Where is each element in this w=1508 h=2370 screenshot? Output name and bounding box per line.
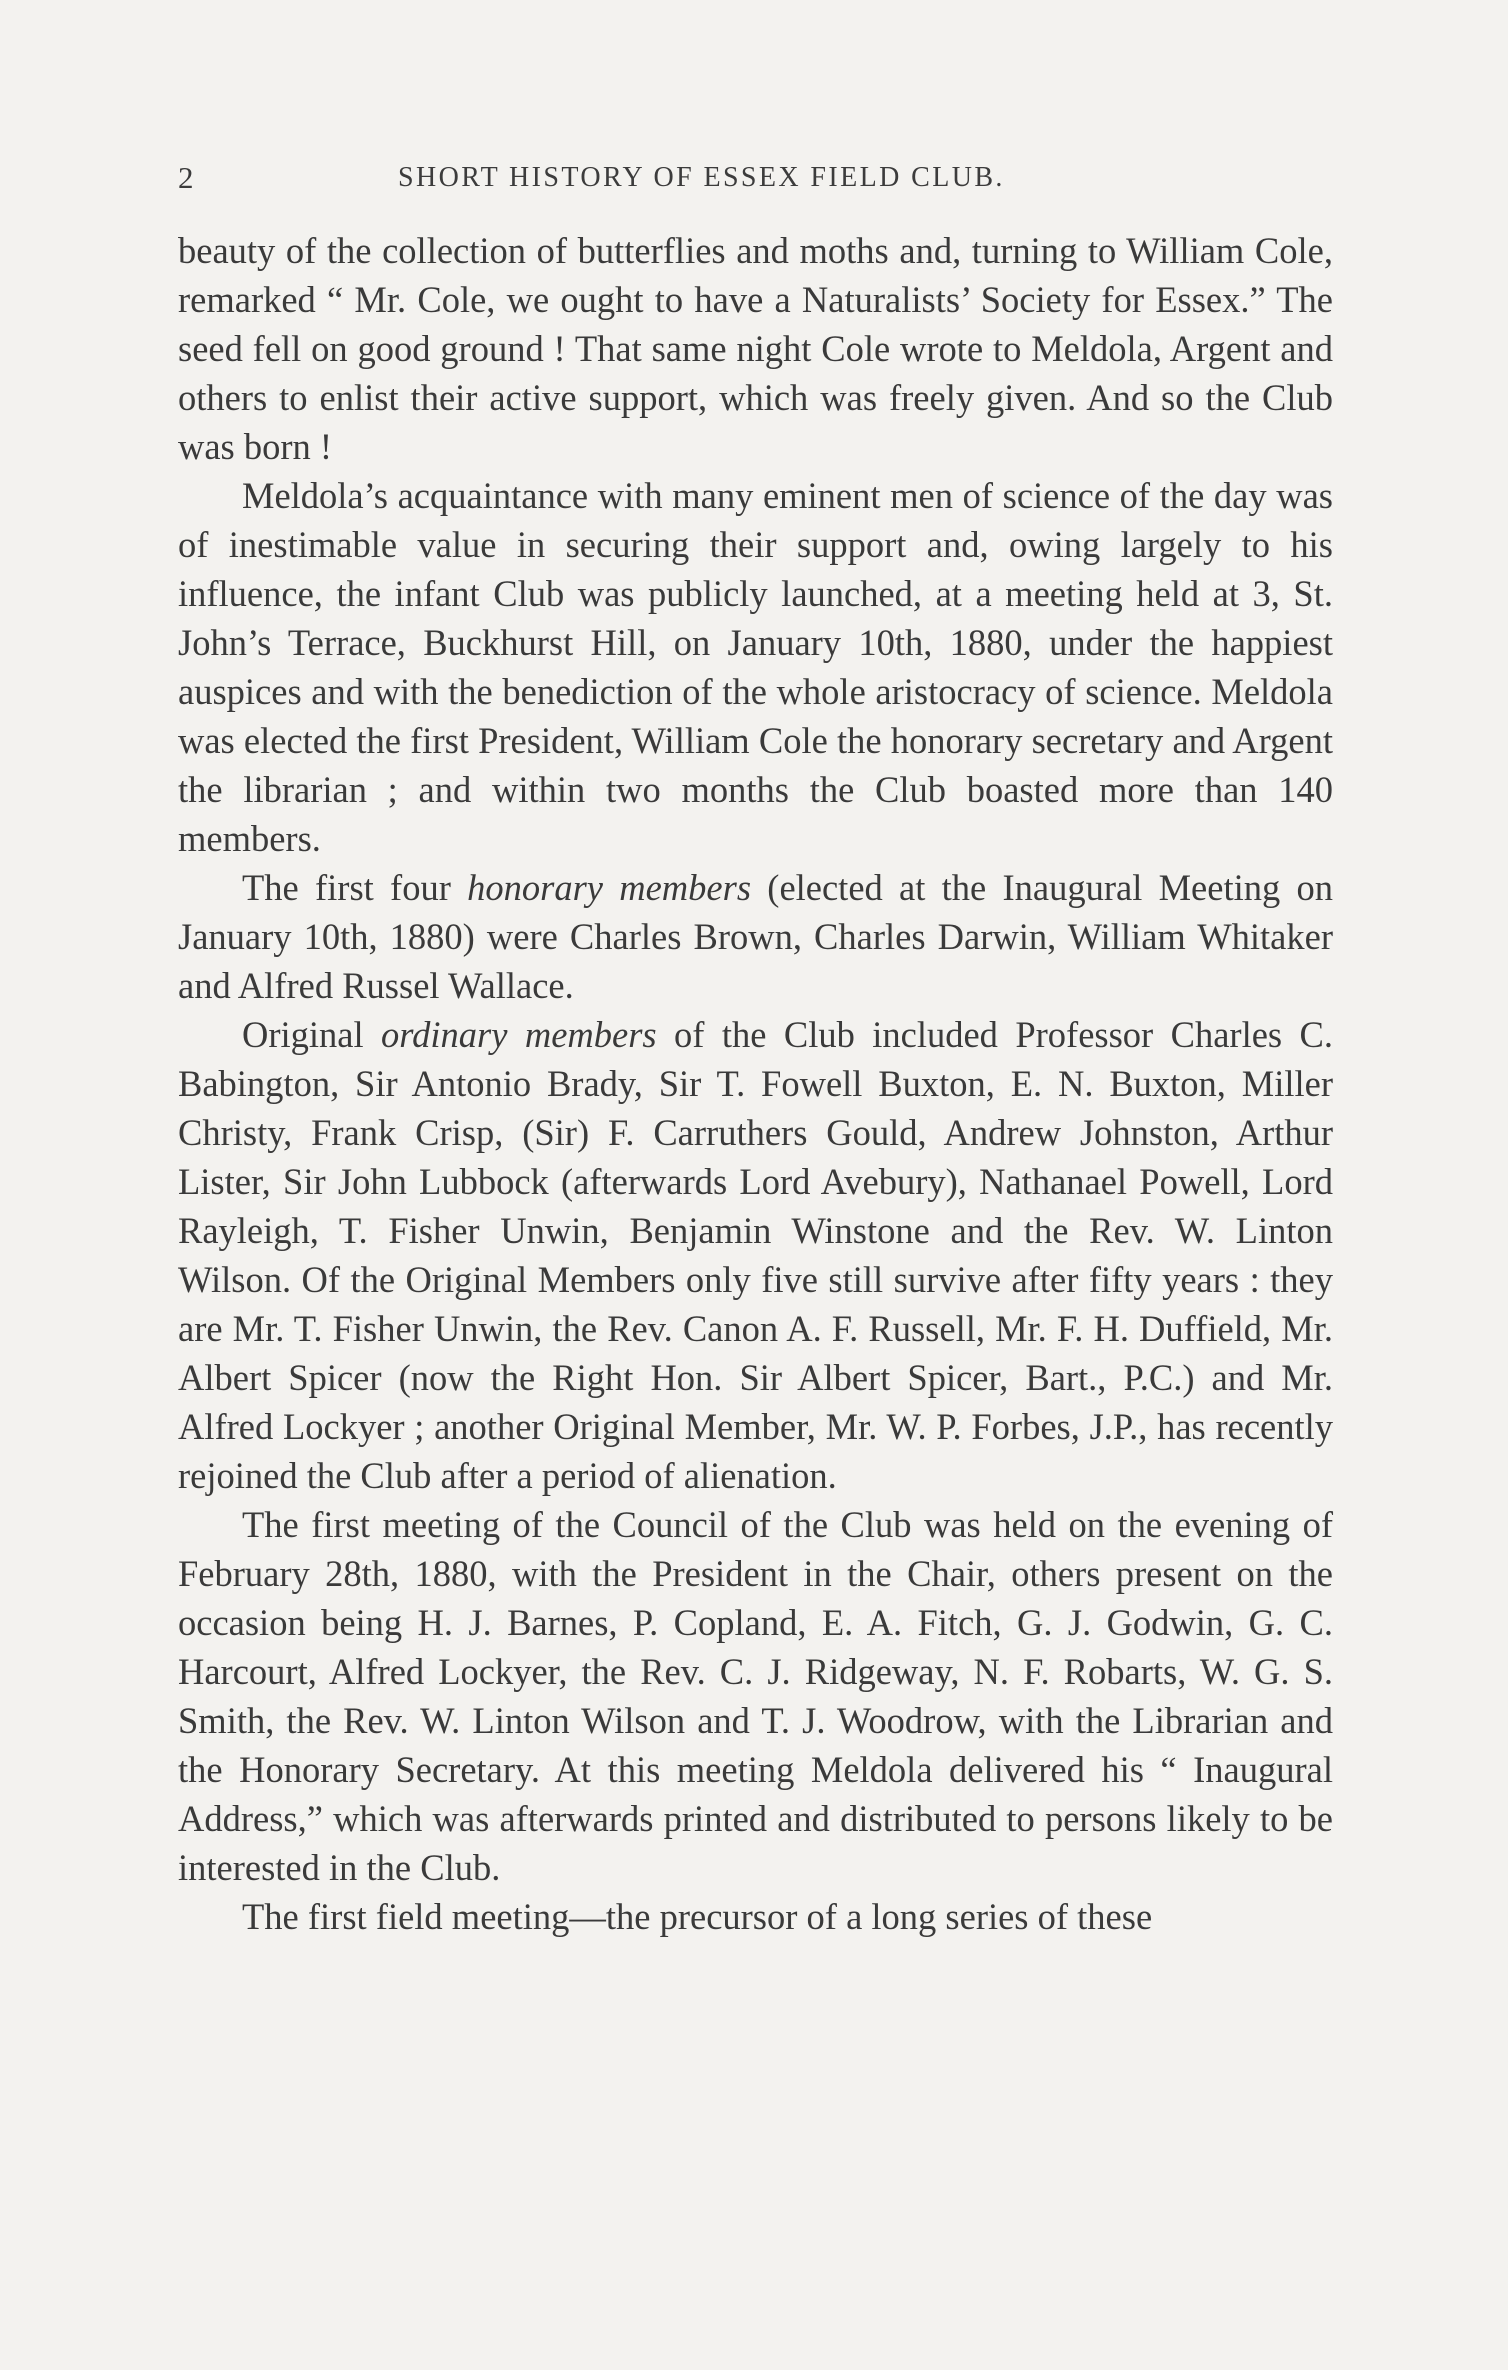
paragraph-text: of the Club included Professor Charles C. Babington, Sir Antonio Brady, Sir T. Fowell Buxton, E. N. Buxton, Miller Christy, Frank Crisp, (Sir) F. Carruthers Gould, Andrew Johnston, Arthur Lister, Sir John Lubbock (afterwards Lord Avebury), Nathanael Powell, Lord Rayleigh, T. Fisher Unwin, Benjamin Winstone and the Rev. W. Linton Wilson. Of the Original Members only five still survive after fifty years : they are Mr. T. Fisher Unwin, the Rev. Canon A. F. Russell, Mr. F. H. Duffield, Mr. Albert Spicer (now the Right Hon. Sir Albert Spicer, Bart., P.C.) and Mr. Alfred Lockyer ; another Original Member, Mr. W. P. Forbes, J.P., has recently rejoined the Club after a period of alienation. (178, 1014, 1333, 1496)
paragraph-text: The first four (242, 867, 468, 908)
paragraph-text: Original (242, 1014, 382, 1055)
paragraph-ordinary-members (178, 1010, 1333, 1500)
body-text (178, 226, 1333, 1941)
paragraph-continuation: beauty of the collection of butterflies and moths and, turning to William Cole, remarked “ Mr. Cole, we ought to have a Naturalists’ Society for Essex.” The seed fell on good ground ! That same night Cole wrote to Meldola, Argent and others to enlist their active support, which was freely given. And so the Club was born ! (178, 230, 1333, 467)
paragraph-honorary-members (178, 863, 1333, 1010)
paragraph-meldola-acquaintance: Meldola’s acquaintance with many eminent men of science of the day was of inestimable value in securing their support and, owing largely to his influence, the infant Club was publicly launched, at a meeting held at 3, St. John’s Terrace, Buckhurst Hill, on January 10th, 1880, under the happiest auspices and with the benediction of the whole aristocracy of science. Meldola was elected the first President, William Cole the honorary secretary and Argent the librarian ; and within two months the Club boasted more than 140 members. (178, 475, 1333, 859)
paragraph-first-council-meeting: The first meeting of the Council of the Club was held on the evening of February 28th, 1880, with the President in the Chair, others present on the occasion being H. J. Barnes, P. Copland, E. A. Fitch, G. J. Godwin, G. C. Harcourt, Alfred Lockyer, the Rev. C. J. Ridgeway, N. F. Robarts, W. G. S. Smith, the Rev. W. Linton Wilson and T. J. Woodrow, with the Librarian and the Honorary Secretary. At this meeting Meldola delivered his “ Inaugural Address,” which was afterwards printed and distributed to persons likely to be interested in the Club. (178, 1504, 1333, 1888)
paragraph-first-field-meeting: The first field meeting—the precursor of a long series of these (242, 1896, 1153, 1937)
running-title: SHORT HISTORY OF ESSEX FIELD CLUB. (398, 162, 1005, 193)
page-number: 2 (178, 160, 194, 195)
page-header (178, 158, 1333, 202)
paragraph-text: (elected at the Inaugural Meeting on January 10th, 1880) were Charles Brown, Charles Darwin, William Whitaker and Alfred Russel Wallace. (178, 867, 1333, 1006)
italic-term: ordinary members (381, 1014, 657, 1055)
italic-term: honorary members (467, 867, 752, 908)
